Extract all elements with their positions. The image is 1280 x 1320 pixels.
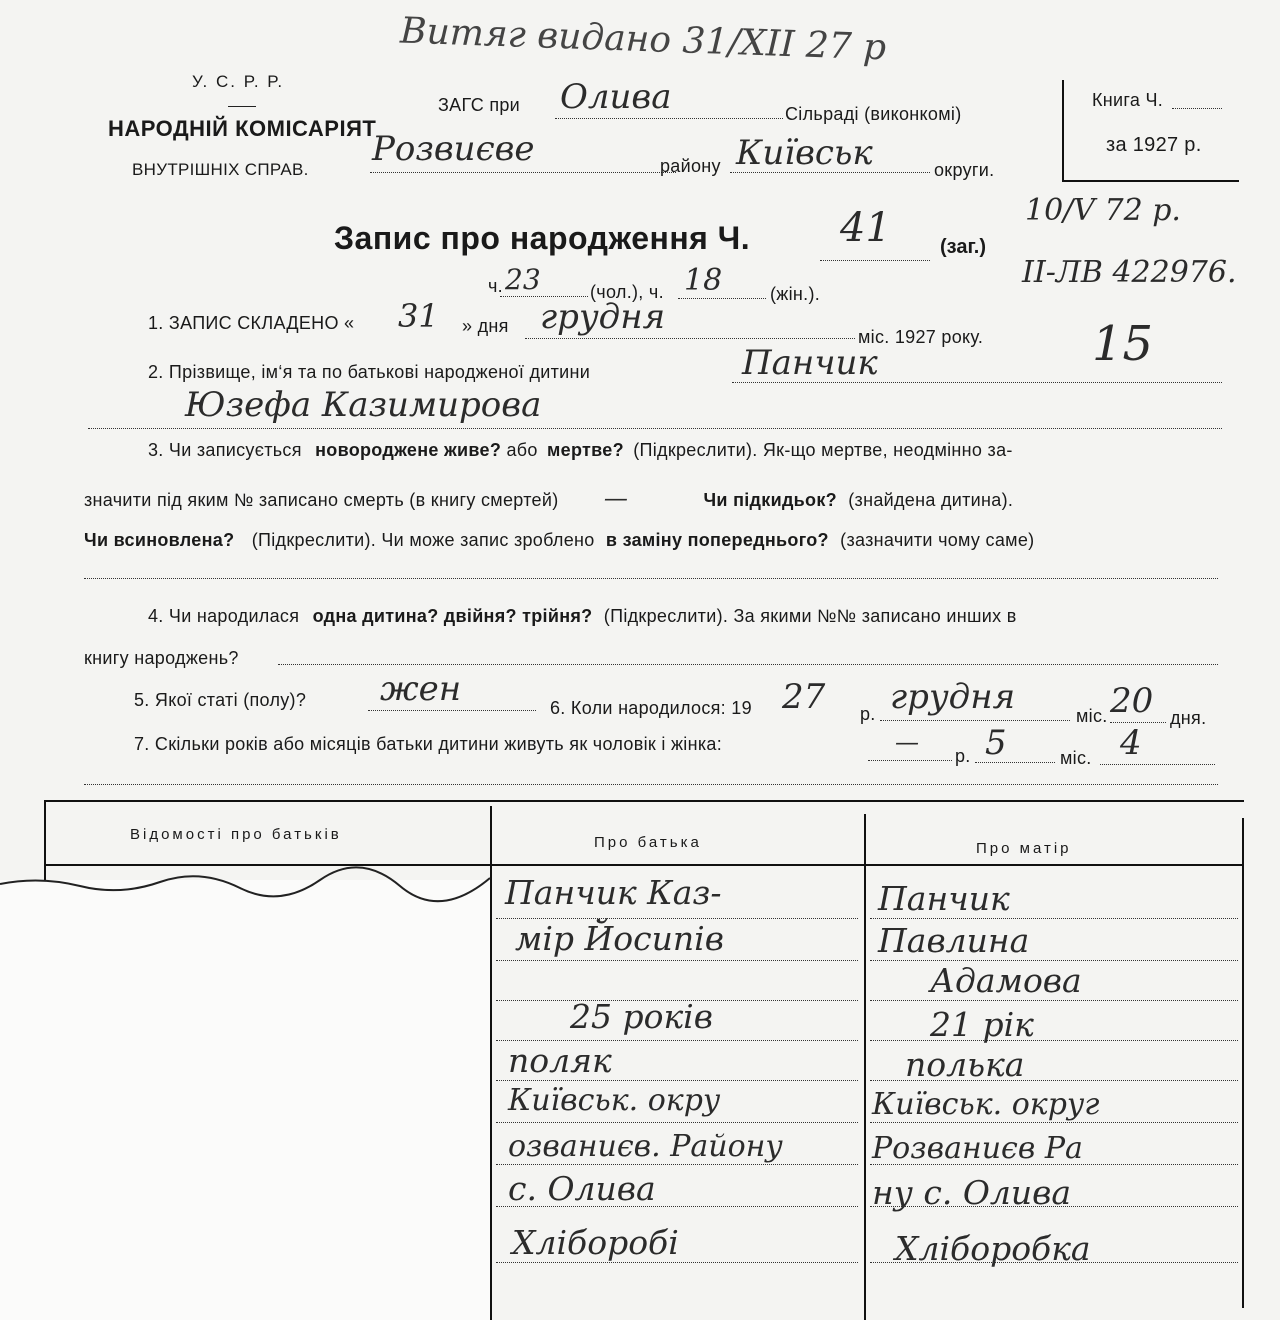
birth-month: грудня — [890, 677, 1016, 717]
col-header-parents: Відомості про батьків — [130, 826, 342, 843]
birth-month-label: міс. — [1076, 706, 1108, 726]
ministry-title: НАРОДНІЙ КОМІСАРІЯТ — [108, 116, 377, 141]
mother-line-3: Адамова — [930, 961, 1082, 1000]
table-row-line — [496, 1122, 858, 1123]
table-row-line — [870, 1040, 1238, 1041]
male-count: 23 — [505, 263, 541, 296]
header-divider — [228, 106, 256, 107]
marriage-months-label: міс. — [1060, 748, 1092, 768]
q3-line3: Чи всиновлена? (Підкреслити). Чи може запис зроблено в заміну попереднього? (зазначити чому саме) — [84, 530, 1035, 550]
mother-line-4: 21 рік — [930, 1005, 1034, 1044]
q6-label: 6. Коли народилося: 19 — [550, 698, 752, 718]
father-line-1: Панчик Каз- — [505, 873, 722, 912]
side-series-note: II-ЛВ 422976. — [1022, 255, 1237, 290]
birth-day-label: дня. — [1170, 708, 1207, 728]
mother-line-2: Павлина — [878, 921, 1030, 960]
mother-line-6: Київськ. округ — [872, 1087, 1100, 1122]
table-row-line — [870, 1000, 1238, 1001]
zags-village: Олива — [560, 77, 672, 117]
mother-line-9: Хліборобка — [895, 1229, 1091, 1268]
record-number: 41 — [840, 205, 891, 251]
table-row-line — [496, 1080, 858, 1081]
father-line-2: мір Йосипів — [515, 919, 724, 958]
q4-line2: книгу народжень? — [84, 648, 239, 668]
count-prefix: ч. — [488, 276, 503, 296]
zags-prefix: ЗАГС при — [438, 95, 521, 115]
zags-district: Розвиєве — [372, 129, 535, 169]
torn-edge — [0, 866, 492, 906]
female-label: (жін.). — [770, 284, 821, 304]
top-note: Витяг видано 31/XII 27 р — [399, 10, 887, 69]
q4-line1: 4. Чи народилася одна дитина? двійня? трійня? (Підкреслити). За якими №№ записано инших в — [148, 606, 1017, 626]
mother-line-5: полька — [905, 1045, 1025, 1084]
book-label: Книга Ч. — [1092, 90, 1164, 110]
father-line-7: озваниєв. Району — [508, 1129, 783, 1164]
book-year: за 1927 р. — [1106, 134, 1202, 156]
district-label: району — [660, 156, 721, 176]
mother-line-1: Панчик — [878, 879, 1010, 918]
side-date-note: 10/V 72 р. — [1025, 193, 1181, 228]
father-line-9: Хліборобі — [512, 1223, 679, 1262]
torn-paper-area — [0, 880, 490, 1320]
side-mark: 15 — [1092, 316, 1154, 372]
q2-label: 2. Прізвище, ім‘я та по батькові народженої дитини — [148, 362, 591, 382]
state-label: У. С. Р. Р. — [192, 72, 285, 91]
table-row-line — [870, 918, 1238, 919]
table-top-border — [44, 800, 1244, 802]
birth-year-r: р. — [860, 704, 876, 724]
col-header-mother: Про матір — [976, 840, 1072, 857]
marriage-months: 4 — [1120, 723, 1142, 763]
zags-okrug: Київськ — [736, 133, 873, 173]
q1-end: міс. 1927 року. — [858, 327, 984, 347]
child-surname: Панчик — [742, 343, 878, 383]
q3-line2: значити під яким № записано смерть (в книгу смертей) — Чи підкидьок? (знайдена дитина). — [84, 484, 1014, 512]
marriage-years: — — [895, 728, 919, 756]
q7-label: 7. Скільки років або місяців батьки дитини живуть як чоловік і жінка: — [134, 734, 723, 754]
q1-label: 1. ЗАПИС СКЛАДЕНО « — [148, 313, 355, 333]
female-count: 18 — [684, 263, 723, 298]
q1-month: грудня — [540, 297, 666, 337]
record-title-suffix: (заг.) — [940, 236, 987, 258]
q5-label: 5. Якої статі (полу)? — [134, 690, 307, 710]
child-sex: жен — [380, 669, 462, 709]
okrug-label: округи. — [934, 160, 995, 180]
father-line-4: 25 років — [570, 997, 713, 1036]
table-col-divider-2 — [864, 814, 866, 1320]
col-header-father: Про батька — [594, 834, 702, 851]
birth-day: 20 — [1110, 681, 1154, 721]
mother-line-8: ну с. Олива — [872, 1173, 1072, 1212]
record-title: Запис про народження Ч. — [334, 220, 751, 256]
marriage-months-mark: 5 — [985, 723, 1007, 763]
marriage-years-label: р. — [955, 746, 971, 766]
q3-line1: 3. Чи записується новороджене живе? або мертве? (Підкреслити). Як-що мертве, неодмінно за- — [148, 440, 1013, 460]
ministry-subtitle: ВНУТРІШНІХ СПРАВ. — [132, 160, 309, 179]
table-row-line — [496, 960, 858, 961]
male-label: (чол.), ч. — [590, 282, 664, 302]
birth-year: 27 — [782, 677, 826, 717]
table-row-line — [496, 1164, 858, 1165]
table-right-border — [1242, 818, 1244, 1308]
table-row-line — [496, 1262, 858, 1263]
father-line-8: с. Олива — [508, 1169, 656, 1208]
q1-day: 31 — [398, 297, 439, 335]
child-given-name: Юзефа Казимирова — [185, 385, 542, 425]
father-line-5: поляк — [508, 1041, 612, 1080]
zags-suffix: Сільраді (виконкомі) — [785, 104, 962, 124]
q1-mid: » дня — [462, 316, 509, 336]
table-row-line — [870, 1122, 1238, 1123]
father-line-6: Київськ. окру — [508, 1083, 721, 1118]
mother-line-7: Розваниєв Ра — [872, 1131, 1083, 1166]
